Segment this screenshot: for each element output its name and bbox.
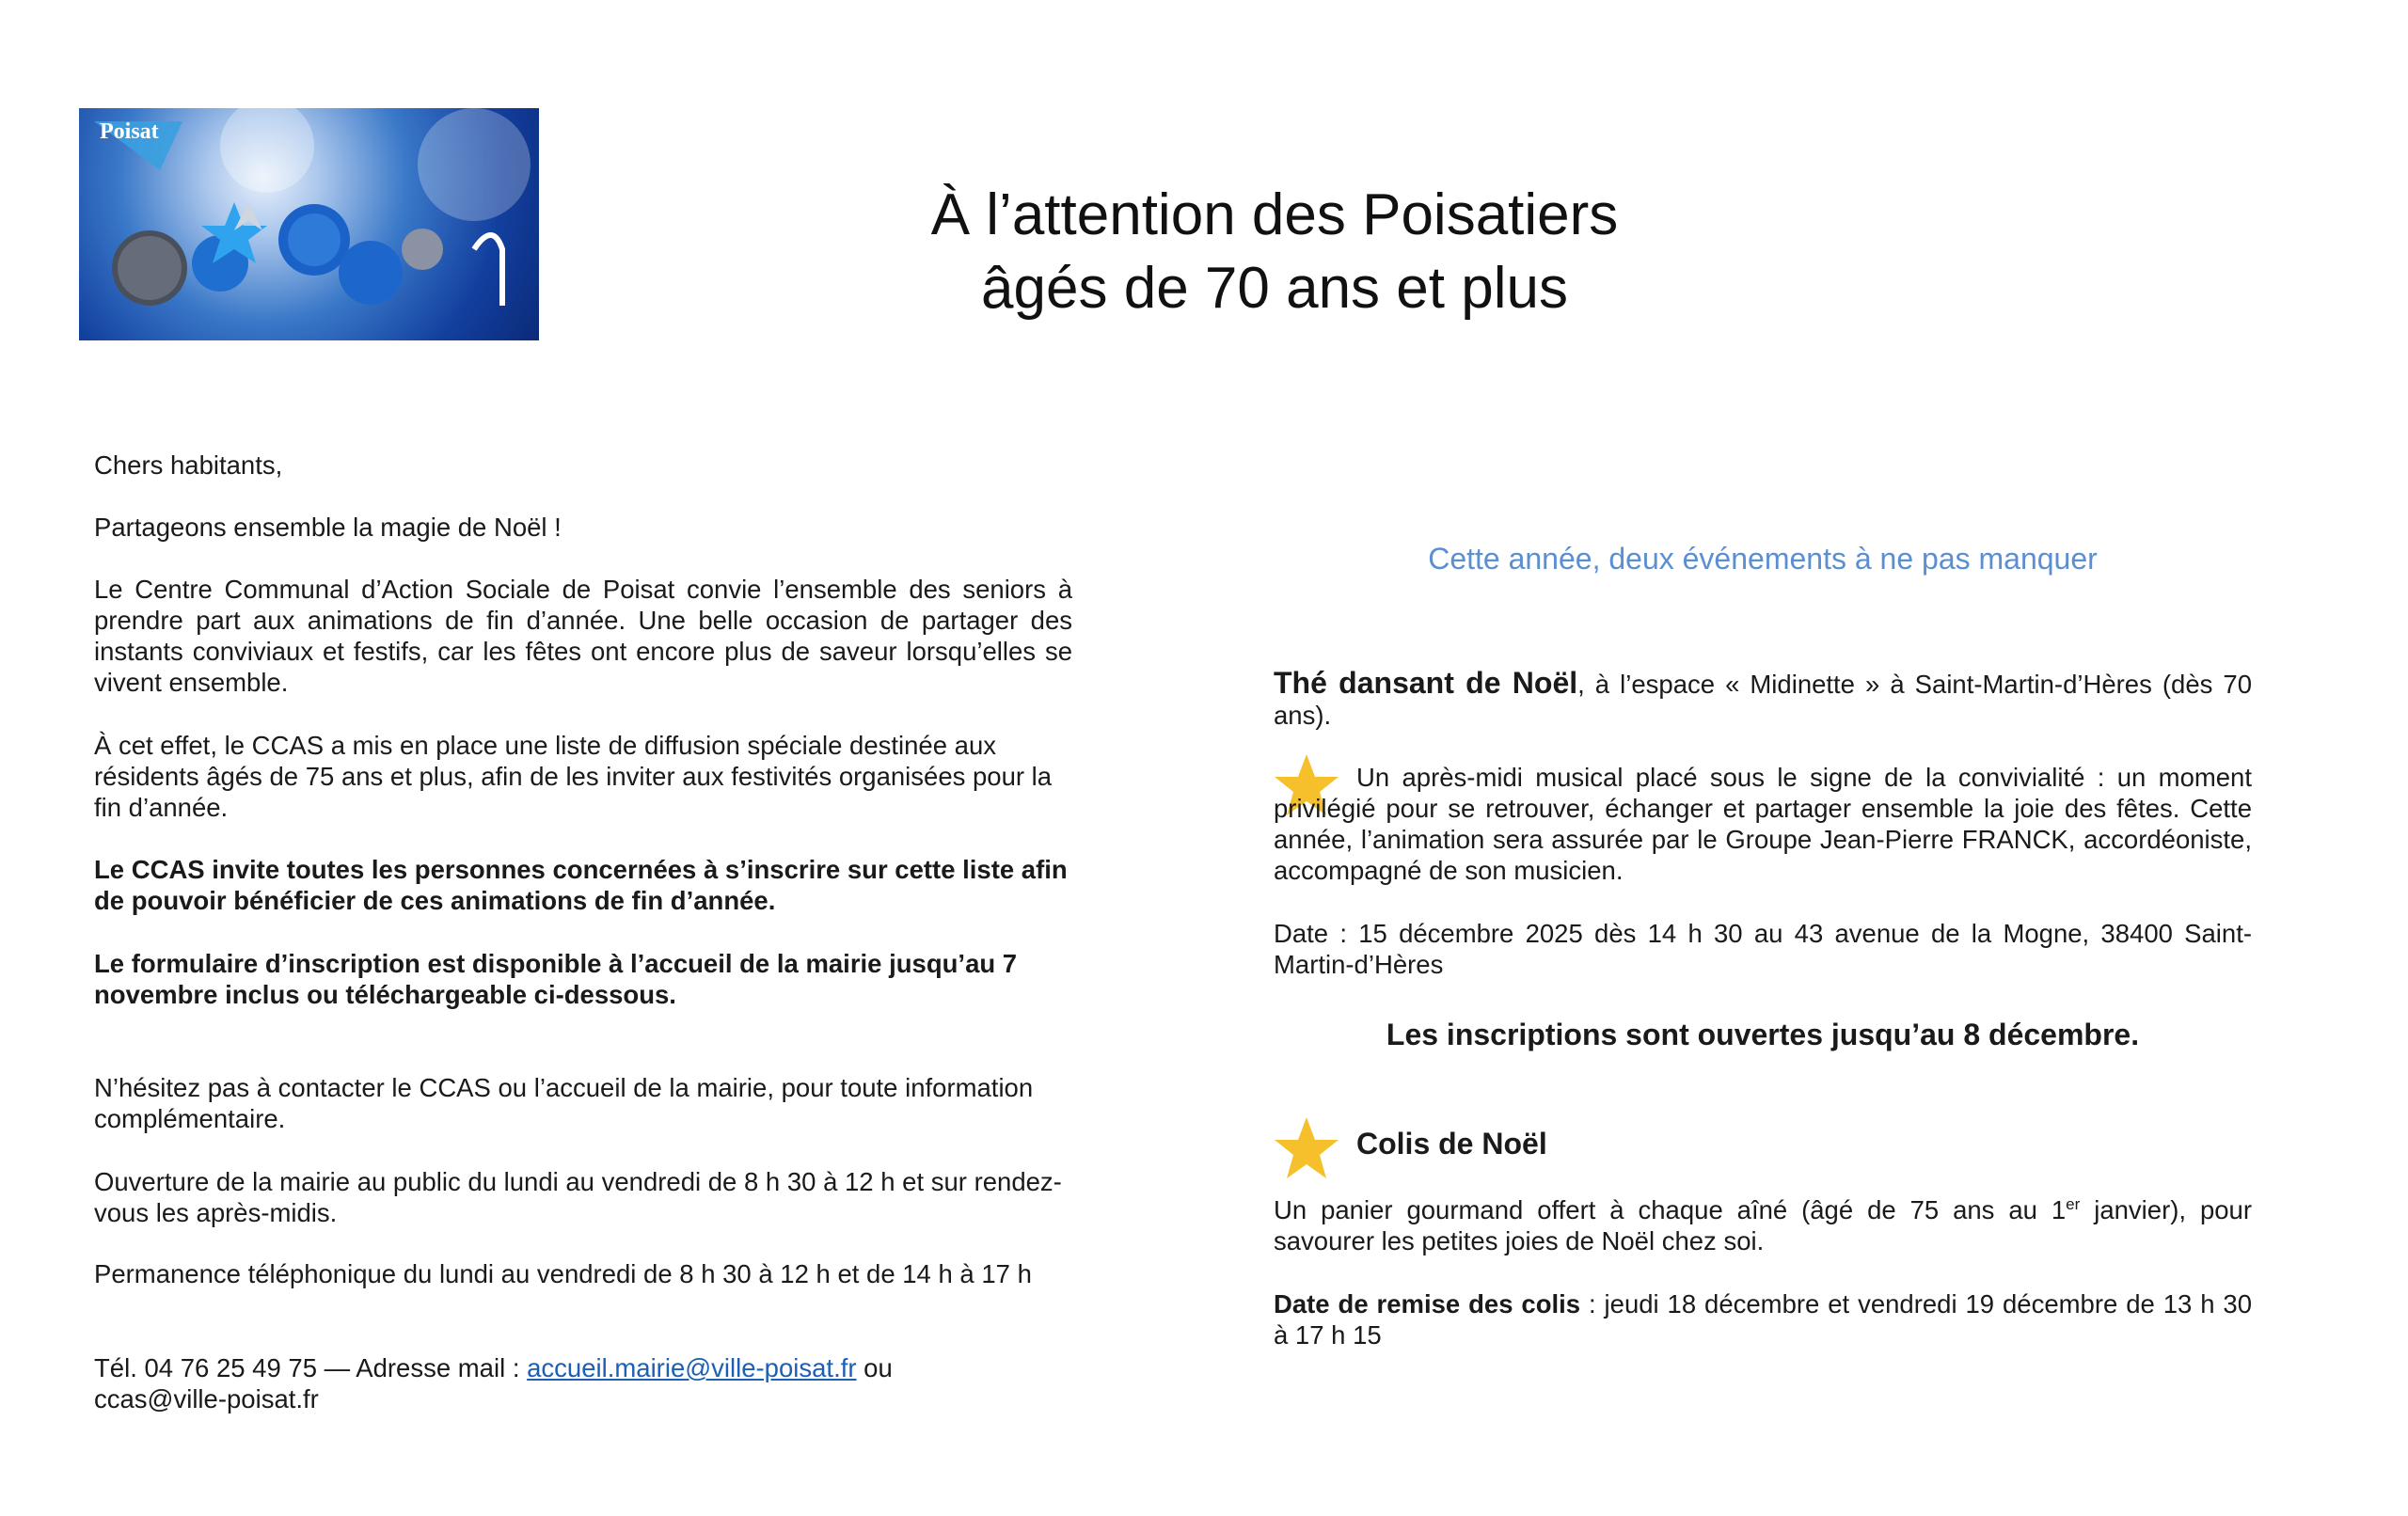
banner-image (79, 108, 539, 340)
phone-text: Tél. 04 76 25 49 75 — Adresse mail : (94, 1353, 528, 1382)
event2-description (1274, 1194, 2252, 1256)
contact-paragraph: N’hésitez pas à contacter le CCAS ou l’accueil de la mairie, pour toute information complémentaire. (94, 1073, 1034, 1133)
page-title (800, 179, 1750, 325)
mailing-list-paragraph: À cet effet, le CCAS a mis en place une liste de diffusion spéciale destinée aux résidents âgés de 75 ans et plus, afin de les inviter aux festivités organisées pour la fin d’année. (94, 731, 1053, 822)
event1-date: Date : 15 décembre 2025 dès 14 h 30 au 43 avenue de la Mogne, 38400 Saint-Martin-d’Hères (1274, 919, 2252, 979)
event1-place: , à l’espace « Midinette » à Saint-Martin-d’Hères (dès 70 ans). (1274, 670, 2252, 730)
event1-heading (1274, 668, 2252, 731)
event1-title: Thé dansant de Noël (1274, 666, 1578, 700)
event2-desc-part1: Un panier gourmand offert à chaque aîné (âgé de 75 ans au 1 (1274, 1195, 2067, 1224)
event2-date-label: Date de remise des colis (1274, 1289, 1581, 1319)
ordinal-sup: er (2066, 1194, 2081, 1213)
greeting: Chers habitants, (94, 450, 283, 480)
star-icon (1274, 1115, 1339, 1181)
event2-date-value: : jeudi 18 décembre et vendredi 19 décembre de 13 h 30 à 17 h 15 (1274, 1289, 2252, 1350)
event1-description: Un après-midi musical placé sous le signe de la convivialité : un moment privilégié pour se retrouver, échanger et partager ensemble la joie des fêtes. Cette année, l’animation sera assurée par le Groupe Jean-Pierre FRANCK, accordéoniste, accompagné de son musicien. (1274, 763, 2252, 885)
mairie-email-link[interactable]: accueil.mairie@ville-poisat.fr (527, 1353, 857, 1382)
phone-hours-paragraph: Permanence téléphonique du lundi au vendredi de 8 h 30 à 12 h et de 14 h à 17 h (94, 1259, 1032, 1288)
event1-inscriptions: Les inscriptions sont ouvertes jusqu’au 8 décembre. (1386, 1018, 2140, 1051)
register-paragraph: Le CCAS invite toutes les personnes concernées à s’inscrire sur cette liste afin de pouvoir bénéficier de ces animations de fin d’année. (94, 855, 1068, 915)
events-subheading: Cette année, deux événements à ne pas manquer (1428, 542, 2098, 576)
event2-title: Colis de Noël (1356, 1127, 1547, 1161)
event2-date (1274, 1288, 2252, 1350)
or-text: ou (856, 1353, 893, 1382)
ccas-invitation-paragraph: Le Centre Communal d’Action Sociale de Poisat convie l’ensemble des seniors à prendre part aux animations de fin d’année. Une belle occasion de partager des instants conviviaux et festifs, car les fêtes ont encore plus de saveur lorsqu’elles se vivent ensemble. (94, 575, 1072, 697)
form-paragraph: Le formulaire d’inscription est disponible à l’accueil de la mairie jusqu’au 7 novembre inclus ou téléchargeable ci-dessous. (94, 949, 1018, 1009)
ccas-email: ccas@ville-poisat.fr (94, 1384, 319, 1413)
title-line-1: À l’attention des Poisatiers (930, 182, 1619, 247)
intro-paragraph: Partageons ensemble la magie de Noël ! (94, 513, 562, 542)
opening-hours-paragraph: Ouverture de la mairie au public du lundi au vendredi de 8 h 30 à 12 h et sur rendez-vous les après-midis. (94, 1167, 1062, 1227)
poisat-logo: Poisat (100, 119, 159, 144)
event2-desc-part2: janvier), pour savourer les petites joies de Noël chez soi. (1274, 1195, 2252, 1255)
title-line-2: âgés de 70 ans et plus (981, 256, 1568, 321)
contact-line (94, 1352, 1072, 1414)
